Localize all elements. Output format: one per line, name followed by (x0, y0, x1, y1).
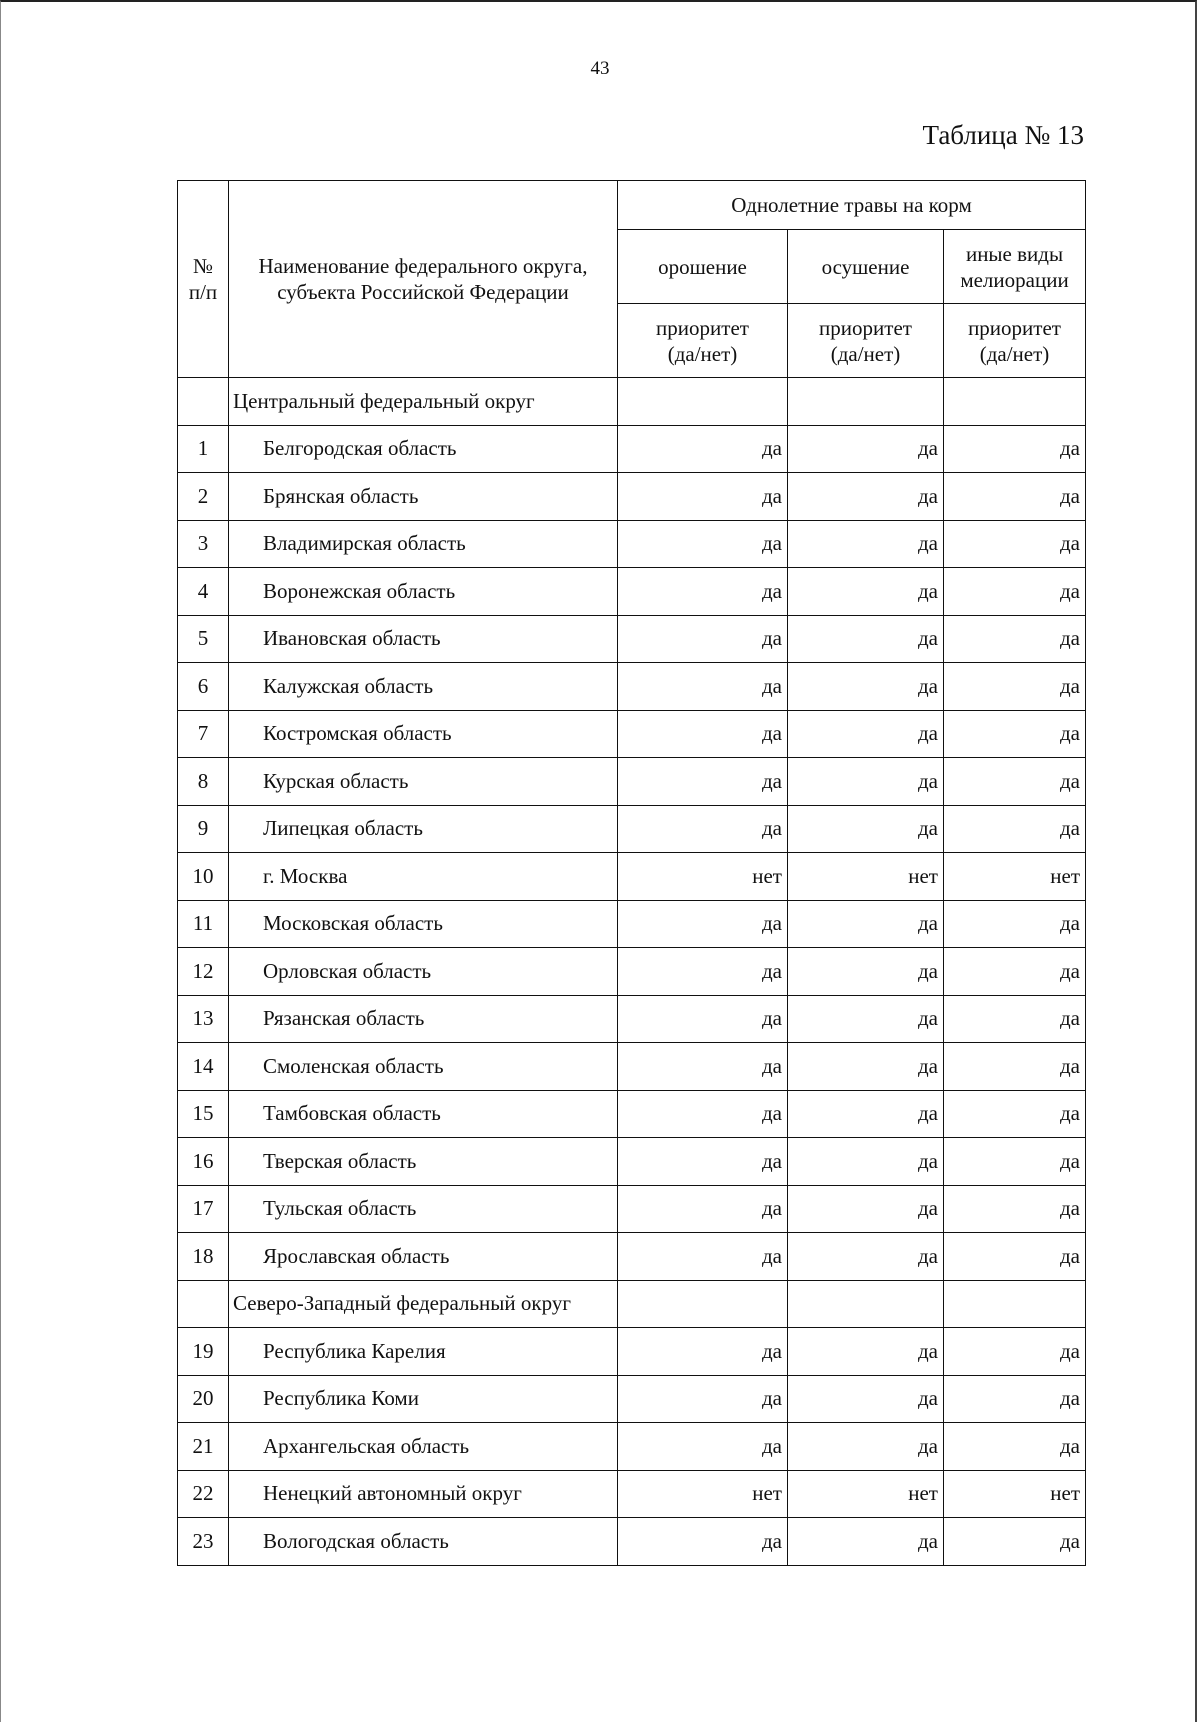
region-name: Республика Коми (229, 1375, 618, 1423)
table-row (178, 425, 1086, 473)
table-row (178, 710, 1086, 758)
cell-drainage: да (788, 1090, 944, 1138)
row-num: 11 (178, 900, 229, 948)
region-name: Московская область (229, 900, 618, 948)
row-num: 3 (178, 520, 229, 568)
table-row (178, 663, 1086, 711)
cell-irrigation: да (618, 995, 788, 1043)
region-name: Тамбовская область (229, 1090, 618, 1138)
table-body (178, 378, 1086, 1566)
cell-drainage: да (788, 520, 944, 568)
cell-irrigation: да (618, 1375, 788, 1423)
header-name: Наименование федерального округа, субъекта Российской Федерации (229, 181, 618, 378)
row-num: 14 (178, 1043, 229, 1091)
cell-irrigation: да (618, 1328, 788, 1376)
cell-irrigation: да (618, 948, 788, 996)
group-name: Центральный федеральный округ (229, 378, 618, 426)
header-num: № п/п (178, 181, 229, 378)
row-num: 12 (178, 948, 229, 996)
row-num (178, 378, 229, 426)
header-priority-irrigation: приоритет (да/нет) (618, 304, 788, 378)
region-name: Курская область (229, 758, 618, 806)
cell-other: да (944, 663, 1086, 711)
cell-irrigation: да (618, 473, 788, 521)
table-row (178, 473, 1086, 521)
cell-other (944, 378, 1086, 426)
region-name: Брянская область (229, 473, 618, 521)
region-name: Калужская область (229, 663, 618, 711)
cell-drainage: да (788, 425, 944, 473)
cell-drainage: да (788, 1375, 944, 1423)
row-num: 4 (178, 568, 229, 616)
table-row (178, 1470, 1086, 1518)
cell-drainage: нет (788, 1470, 944, 1518)
cell-drainage: нет (788, 853, 944, 901)
table-row (178, 568, 1086, 616)
cell-other: да (944, 425, 1086, 473)
cell-other: да (944, 1138, 1086, 1186)
table-row (178, 615, 1086, 663)
group-row (178, 1280, 1086, 1328)
cell-other: да (944, 520, 1086, 568)
region-name: Ярославская область (229, 1233, 618, 1281)
cell-other: да (944, 1090, 1086, 1138)
cell-irrigation: да (618, 1518, 788, 1566)
row-num: 16 (178, 1138, 229, 1186)
table-row (178, 1185, 1086, 1233)
header-priority-other: приоритет (да/нет) (944, 304, 1086, 378)
cell-irrigation: да (618, 568, 788, 616)
cell-other: нет (944, 1470, 1086, 1518)
cell-irrigation: да (618, 425, 788, 473)
cell-drainage: да (788, 568, 944, 616)
region-name: Республика Карелия (229, 1328, 618, 1376)
cell-other: да (944, 710, 1086, 758)
region-name: Воронежская область (229, 568, 618, 616)
cell-other: да (944, 805, 1086, 853)
region-name: Ненецкий автономный округ (229, 1470, 618, 1518)
region-name: Тверская область (229, 1138, 618, 1186)
region-name: Костромская область (229, 710, 618, 758)
table-title: Таблица № 13 (922, 120, 1084, 150)
group-row (178, 378, 1086, 426)
table-row (178, 853, 1086, 901)
row-num: 2 (178, 473, 229, 521)
cell-other: да (944, 1043, 1086, 1091)
cell-other: да (944, 568, 1086, 616)
cell-irrigation: да (618, 758, 788, 806)
row-num: 8 (178, 758, 229, 806)
region-name: г. Москва (229, 853, 618, 901)
header-irrigation: орошение (618, 230, 788, 304)
cell-other: да (944, 758, 1086, 806)
cell-drainage: да (788, 473, 944, 521)
cell-drainage: да (788, 758, 944, 806)
row-num: 17 (178, 1185, 229, 1233)
region-name: Липецкая область (229, 805, 618, 853)
cell-irrigation (618, 1280, 788, 1328)
page-number: 43 (590, 58, 610, 79)
table-row (178, 1138, 1086, 1186)
row-num: 13 (178, 995, 229, 1043)
cell-drainage: да (788, 710, 944, 758)
row-num: 6 (178, 663, 229, 711)
row-num: 10 (178, 853, 229, 901)
row-num: 15 (178, 1090, 229, 1138)
cell-other: нет (944, 853, 1086, 901)
cell-drainage: да (788, 1233, 944, 1281)
cell-irrigation: да (618, 615, 788, 663)
row-num: 1 (178, 425, 229, 473)
row-num: 19 (178, 1328, 229, 1376)
cell-irrigation: нет (618, 853, 788, 901)
cell-drainage: да (788, 995, 944, 1043)
table-row (178, 1328, 1086, 1376)
cell-irrigation: да (618, 1090, 788, 1138)
region-name: Вологодская область (229, 1518, 618, 1566)
table-row (178, 900, 1086, 948)
cell-drainage: да (788, 663, 944, 711)
cell-irrigation: да (618, 663, 788, 711)
region-name: Рязанская область (229, 995, 618, 1043)
cell-other: да (944, 948, 1086, 996)
land-reclamation-table (177, 180, 1086, 1566)
cell-drainage (788, 378, 944, 426)
group-name: Северо-Западный федеральный округ (229, 1280, 618, 1328)
region-name: Ивановская область (229, 615, 618, 663)
cell-irrigation: да (618, 805, 788, 853)
cell-other: да (944, 1328, 1086, 1376)
row-num: 21 (178, 1423, 229, 1471)
cell-irrigation: да (618, 520, 788, 568)
region-name: Тульская область (229, 1185, 618, 1233)
table-row (178, 948, 1086, 996)
cell-drainage: да (788, 1043, 944, 1091)
cell-other: да (944, 900, 1086, 948)
table-row (178, 1043, 1086, 1091)
cell-other: да (944, 1375, 1086, 1423)
region-name: Смоленская область (229, 1043, 618, 1091)
region-name: Владимирская область (229, 520, 618, 568)
table-row (178, 1233, 1086, 1281)
cell-other: да (944, 1518, 1086, 1566)
cell-other: да (944, 1233, 1086, 1281)
cell-irrigation: да (618, 1043, 788, 1091)
table-row (178, 995, 1086, 1043)
table-row (178, 1423, 1086, 1471)
header-drainage: осушение (788, 230, 944, 304)
header-priority-drainage: приоритет (да/нет) (788, 304, 944, 378)
cell-drainage: да (788, 1518, 944, 1566)
cell-other: да (944, 995, 1086, 1043)
cell-drainage: да (788, 1138, 944, 1186)
table-row (178, 758, 1086, 806)
cell-drainage: да (788, 1185, 944, 1233)
row-num: 7 (178, 710, 229, 758)
row-num: 20 (178, 1375, 229, 1423)
cell-irrigation: да (618, 900, 788, 948)
cell-drainage: да (788, 1328, 944, 1376)
row-num (178, 1280, 229, 1328)
cell-drainage: да (788, 1423, 944, 1471)
region-name: Архангельская область (229, 1423, 618, 1471)
cell-irrigation: да (618, 1423, 788, 1471)
row-num: 18 (178, 1233, 229, 1281)
cell-drainage: да (788, 948, 944, 996)
header-group: Однолетние травы на корм (618, 181, 1086, 230)
cell-drainage (788, 1280, 944, 1328)
table-row (178, 805, 1086, 853)
cell-other: да (944, 473, 1086, 521)
cell-irrigation (618, 378, 788, 426)
cell-irrigation: да (618, 1138, 788, 1186)
cell-other: да (944, 1185, 1086, 1233)
cell-other: да (944, 1423, 1086, 1471)
cell-other (944, 1280, 1086, 1328)
cell-drainage: да (788, 805, 944, 853)
cell-irrigation: да (618, 1185, 788, 1233)
header-other: иные виды мелиорации (944, 230, 1086, 304)
cell-other: да (944, 615, 1086, 663)
region-name: Орловская область (229, 948, 618, 996)
cell-drainage: да (788, 900, 944, 948)
table-row (178, 520, 1086, 568)
cell-irrigation: да (618, 1233, 788, 1281)
table-row (178, 1090, 1086, 1138)
row-num: 9 (178, 805, 229, 853)
cell-drainage: да (788, 615, 944, 663)
cell-irrigation: нет (618, 1470, 788, 1518)
row-num: 5 (178, 615, 229, 663)
row-num: 22 (178, 1470, 229, 1518)
cell-irrigation: да (618, 710, 788, 758)
table-row (178, 1375, 1086, 1423)
region-name: Белгородская область (229, 425, 618, 473)
row-num: 23 (178, 1518, 229, 1566)
table-row (178, 1518, 1086, 1566)
